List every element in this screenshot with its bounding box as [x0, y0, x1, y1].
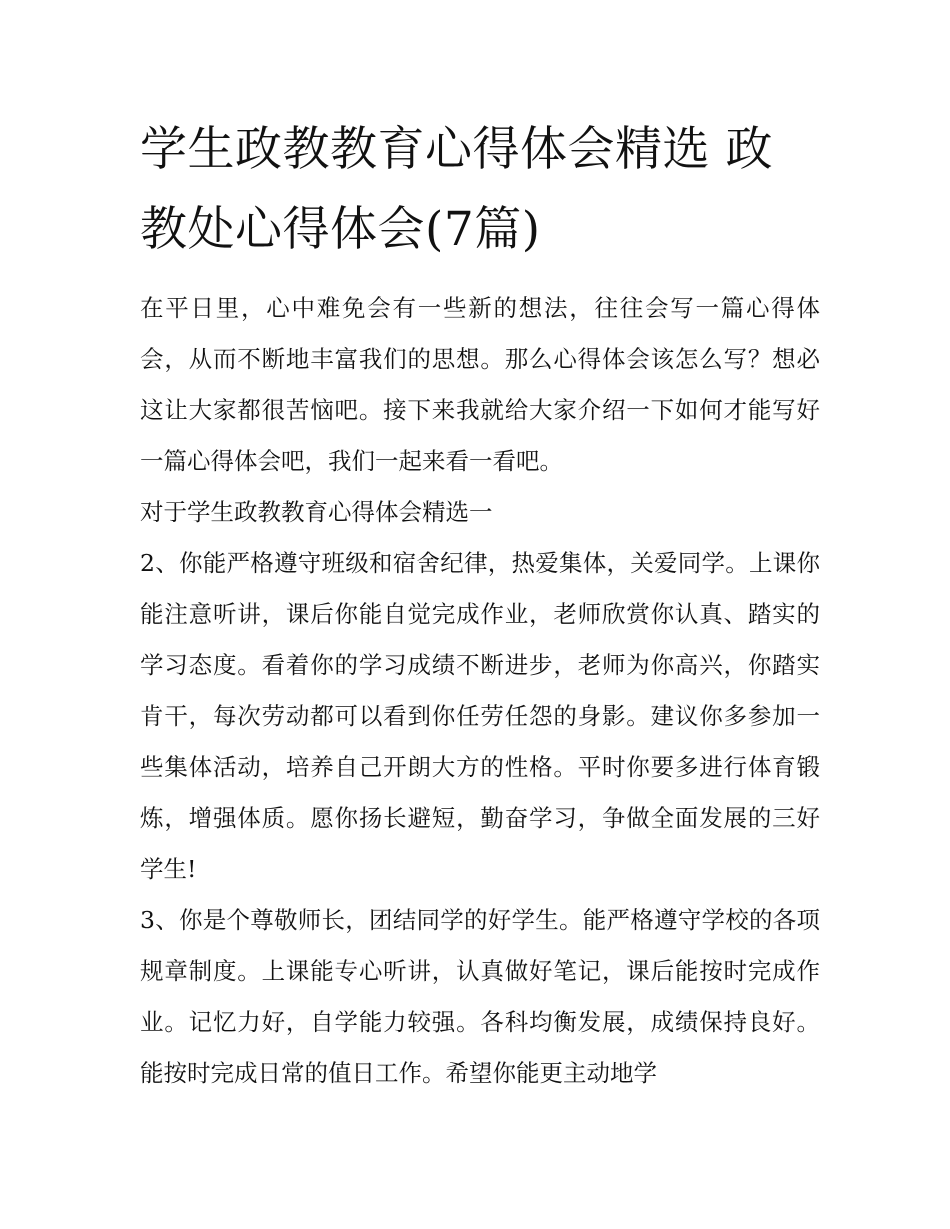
paragraph-item-2: 2、你能严格遵守班级和宿舍纪律，热爱集体，关爱同学。上课你能注意听讲，课后你能自觉完成作业，老师欣赏你认真、踏实的学习态度。看着你的学习成绩不断进步，老师为你高兴，你踏实肯干，每次劳动都可以看到你任劳任怨的身影。建议你多参加一些集体活动，培养自己开朗大方的性格。平时你要多进行体育锻炼，增强体质。愿你扬长避短，勤奋学习，争做全面发展的三好学生!	[140, 549, 820, 883]
document-page	[140, 110, 820, 1099]
intro-paragraph: 在平日里，心中难免会有一些新的想法，往往会写一篇心得体会，从而不断地丰富我们的思想。那么心得体会该怎么写？想必这让大家都很苦恼吧。接下来我就给大家介绍一下如何才能写好一篇心得体会吧，我们一起来看一看吧。	[140, 294, 820, 475]
document-title: 学生政教教育心得体会精选 政教处心得体会(7篇)	[140, 122, 773, 257]
section-heading: 对于学生政教教育心得体会精选一	[140, 498, 493, 526]
paragraph-item-3: 3、你是个尊敬师长，团结同学的好学生。能严格遵守学校的各项规章制度。上课能专心听讲，认真做好笔记，课后能按时完成作业。记忆力好，自学能力较强。各科均衡发展，成绩保持良好。能按时完成日常的值日工作。希望你能更主动地学	[140, 906, 820, 1087]
